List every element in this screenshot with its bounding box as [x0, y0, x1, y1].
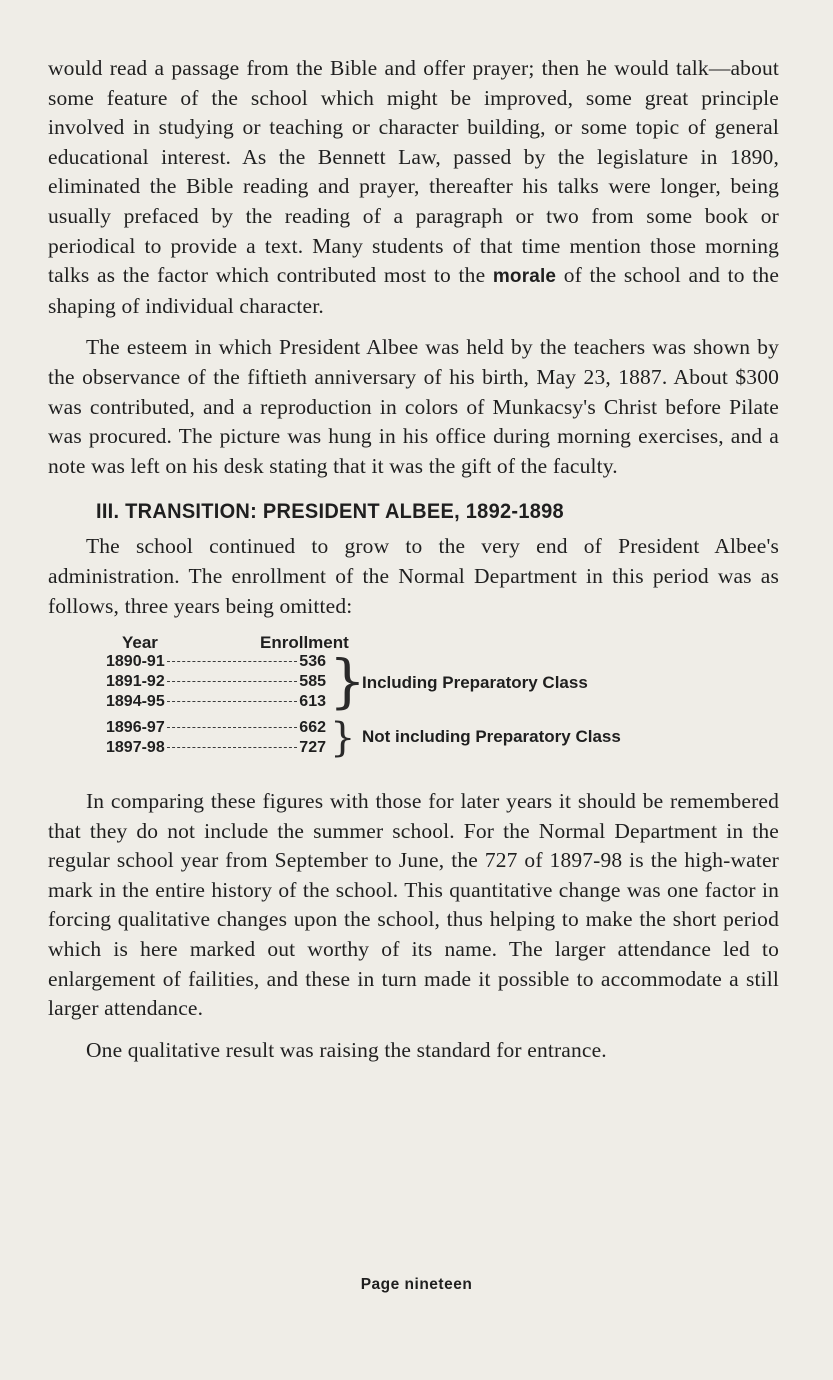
row-enrollment: 536 [299, 653, 326, 671]
morale-bold-word: morale [492, 266, 557, 288]
page-number: Page nineteen [360, 1276, 473, 1293]
paragraph-morning-talks-text: would read a passage from the Bible and offer prayer; then he would talk—about some feature of the school which might be improved, some great principle involved in studying or teaching or character building, or some topic of general educational interest. As the Bennett Law, passed by the legislature in 1890, eliminated the Bible reading and prayer, thereafter his talks were longer, being usually prefaced by the reading of a paragraph or two from some book or periodical to provide a text. Many students of that time mention those morning talks as the factor which contributed most to the [48, 56, 779, 288]
paragraph-esteem: The esteem in which President Albee was held by the teachers was shown by the observance of the fiftieth anniversary of his birth, May 23, 1887. About $300 was contributed, and a reproduction in colors of Munkacsy's Christ before Pilate was procured. The picture was hung in his office during morning exercises, and a note was left on his desk stating that it was the gift of the faculty. [48, 335, 779, 478]
paragraph-comparison: In comparing these figures with those for later years it should be remembered that they do not include the summer school. For the Normal Department in the regular school year from September to June, the 727 of 1897-98 is the high-water mark in the entire history of the school. This quantitative change was one factor in forcing qualitative changes upon the school, thus helping to make the short period which is here marked out worthy of its name. The larger attendance led to enlargement of failities, and these in turn made it possible to accommodate a still larger attendance. [48, 789, 779, 1021]
row-enrollment: 662 [299, 719, 326, 737]
row-year: 1894-95 [106, 693, 165, 711]
table-header-year: Year [122, 633, 158, 653]
table-header-enrollment: Enrollment [260, 633, 349, 653]
table-row [106, 693, 326, 711]
paragraph-morning-talks-end: of the school and to the shaping of individual character. [48, 263, 780, 318]
paragraph-qualitative-result: One qualitative result was raising the standard for entrance. [86, 1037, 607, 1062]
section-heading: III. TRANSITION: PRESIDENT ALBEE, 1892-1898 [96, 499, 564, 524]
brace-including-icon: } [329, 647, 366, 716]
row-year: 1891-92 [106, 673, 165, 691]
row-year: 1897-98 [106, 739, 165, 757]
paragraph-enrollment-intro: The school continued to grow to the very end of President Albee's administration. The enrollment of the Normal Department in this period was as follows, three years being omitted: [48, 534, 779, 618]
label-including-preparatory: Including Preparatory Class [362, 673, 588, 693]
row-enrollment: 585 [299, 673, 326, 691]
row-enrollment: 613 [299, 693, 326, 711]
paragraph-morning-talks [48, 54, 779, 321]
table-row [106, 739, 326, 757]
row-enrollment: 727 [299, 739, 326, 757]
table-row [106, 719, 326, 737]
brace-not-including-icon: } [330, 715, 356, 762]
row-year: 1890-91 [106, 653, 165, 671]
table-row [106, 653, 326, 671]
row-year: 1896-97 [106, 719, 165, 737]
enrollment-table [48, 633, 779, 762]
label-not-including-preparatory: Not including Preparatory Class [362, 727, 621, 747]
table-row [106, 673, 326, 691]
